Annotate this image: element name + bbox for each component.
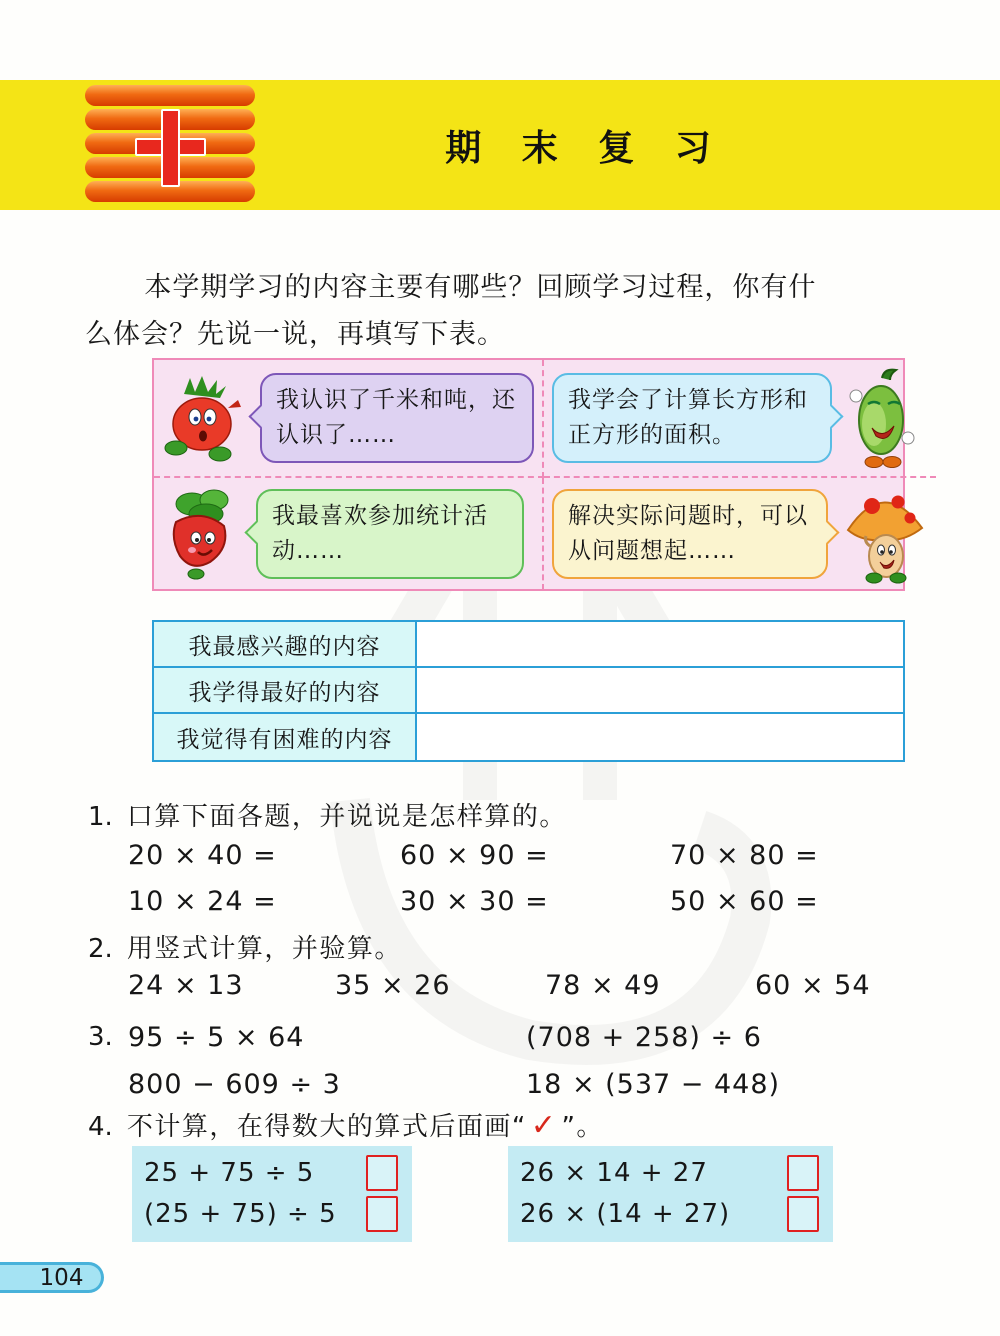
speech-bubble-pepper (552, 373, 832, 463)
speech-bubble-mushroom (552, 489, 828, 579)
answer-checkbox (366, 1155, 398, 1191)
bubble-tail (248, 404, 272, 428)
exercise-prompt: 口算下面各题，并说说是怎样算的。 (126, 802, 567, 832)
exercise-3-problems (128, 1022, 928, 1100)
intro-paragraph: 本学期学习的内容主要有哪些？回顾学习过程，你有什么体会？先说一说，再填写下表。 (85, 272, 817, 350)
math-expression: (25 + 75) ÷ 5 (144, 1198, 337, 1229)
green-pepper-character-illustration (844, 366, 918, 470)
radish-character-illustration (162, 486, 244, 582)
math-problem: 24 × 13 (128, 970, 244, 1001)
exercise-1-title (88, 796, 567, 833)
exercise-prompt: 用竖式计算，并验算。 (126, 934, 402, 964)
exercise-number: 4. (88, 1112, 113, 1142)
self-review-table (152, 620, 905, 762)
answer-checkbox (787, 1196, 819, 1232)
review-cell-pepper (544, 360, 936, 478)
speech-bubble-tomato (260, 373, 534, 463)
math-problem: 95 ÷ 5 × 64 (128, 1022, 305, 1053)
math-expression: 26 × (14 + 27) (520, 1198, 731, 1229)
red-check-mark: ✓ (530, 1108, 558, 1143)
review-cell-radish (154, 478, 544, 590)
bubble-text: 解决实际问题时，可以从问题想起…… (568, 503, 808, 564)
fill-table-label: 我最感兴趣的内容 (154, 622, 417, 668)
math-problem: 800 − 609 ÷ 3 (128, 1069, 341, 1100)
exercise-2-problems (128, 970, 928, 1001)
answer-checkbox (787, 1155, 819, 1191)
fill-table-blank (417, 622, 903, 668)
bubble-text: 我认识了千米和吨，还认识了…… (276, 387, 516, 448)
bubble-tail (244, 520, 268, 544)
bubble-tail (819, 404, 843, 428)
bubble-tail (815, 520, 839, 544)
exercise-4-panels (132, 1146, 833, 1242)
math-problem: 70 × 80 = (670, 840, 819, 871)
math-problem: 60 × 54 (755, 970, 871, 1001)
math-problem: 18 × (537 − 448) (526, 1069, 781, 1100)
exercise-prompt: ”。 (561, 1112, 604, 1142)
comparison-panel-right (508, 1146, 833, 1242)
mushroom-character-illustration (840, 484, 928, 584)
exercise-3-number (88, 1022, 127, 1052)
exercise-4-title (88, 1106, 604, 1143)
comparison-row (144, 1193, 398, 1234)
math-problem: 50 × 60 = (670, 886, 819, 917)
math-expression: 26 × 14 + 27 (520, 1157, 708, 1188)
math-problem: 30 × 30 = (400, 886, 549, 917)
comparison-panel-left (132, 1146, 412, 1242)
review-cell-mushroom (544, 478, 936, 590)
review-discussion-grid (152, 358, 905, 591)
comparison-row (144, 1152, 398, 1193)
chapter-banner (0, 80, 1000, 210)
speech-bubble-radish (256, 489, 524, 579)
fill-table-label: 我觉得有困难的内容 (154, 714, 417, 760)
bubble-text: 我最喜欢参加统计活动…… (272, 503, 488, 564)
exercise-number: 3. (88, 1022, 113, 1052)
math-expression: 25 + 75 ÷ 5 (144, 1157, 315, 1188)
comparison-row (520, 1152, 819, 1193)
answer-checkbox (366, 1196, 398, 1232)
tomato-character-illustration (162, 374, 248, 462)
fill-table-label: 我学得最好的内容 (154, 668, 417, 714)
exercise-number: 1. (88, 802, 113, 832)
exercise-1-problems (128, 840, 928, 917)
math-problem: 20 × 40 = (128, 840, 277, 871)
math-problem: 10 × 24 = (128, 886, 277, 917)
fill-table-blank (417, 714, 903, 760)
comparison-row (520, 1193, 819, 1234)
exercise-number: 2. (88, 934, 113, 964)
fill-table-blank (417, 668, 903, 714)
exercise-prompt: 不计算，在得数大的算式后面画“ (126, 1112, 527, 1142)
review-cell-tomato (154, 360, 544, 478)
math-problem: 78 × 49 (545, 970, 661, 1001)
math-problem: (708 + 258) ÷ 6 (526, 1022, 762, 1053)
math-problem: 60 × 90 = (400, 840, 549, 871)
exercise-2-title (88, 928, 402, 965)
chapter-title: 期 末 复 习 (445, 127, 725, 169)
bubble-text: 我学会了计算长方形和正方形的面积。 (568, 387, 808, 448)
page-number-badge: 104 (0, 1262, 104, 1293)
math-problem: 35 × 26 (335, 970, 451, 1001)
